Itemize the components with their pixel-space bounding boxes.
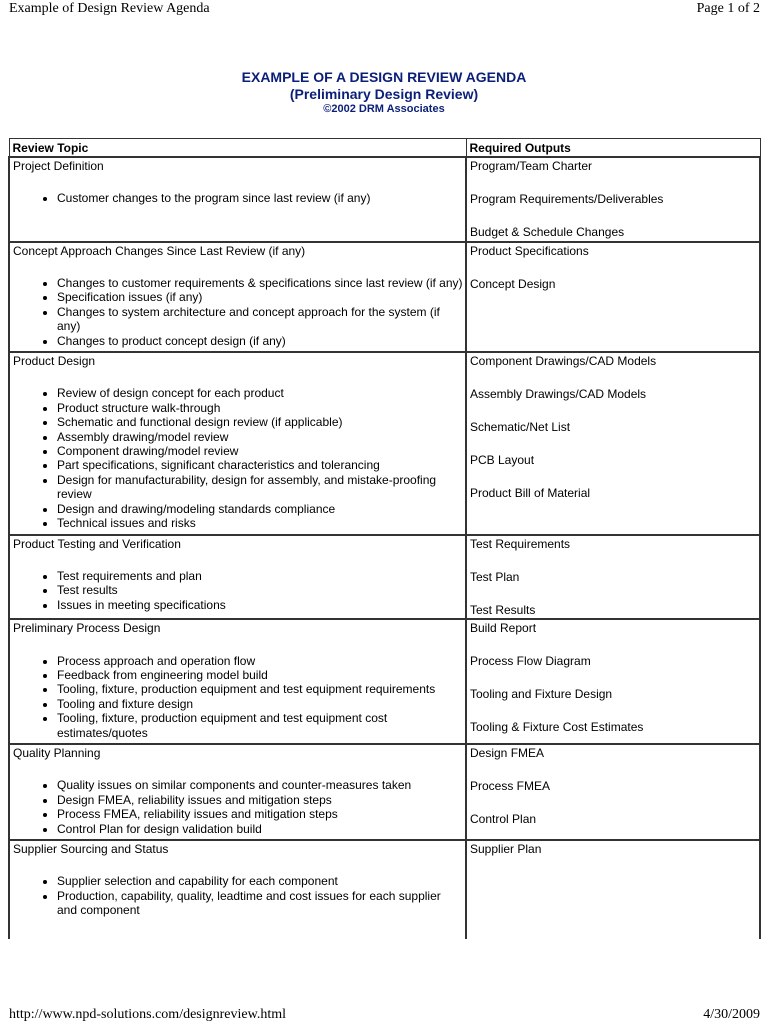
list-item: • Schematic and functional design review (if applicable) (57, 415, 463, 429)
review-topic-cell (9, 840, 466, 939)
required-output: Test Plan (470, 569, 520, 584)
required-outputs-cell (466, 157, 760, 242)
list-item: • Design FMEA, reliability issues and mitigation steps (57, 793, 463, 807)
required-output: Process FMEA (470, 779, 551, 794)
list-item: • Process approach and operation flow (57, 654, 463, 668)
topic-item-list (13, 191, 463, 205)
required-output: Control Plan (470, 812, 537, 827)
required-output: Product Bill of Material (470, 486, 591, 501)
review-topic-cell (9, 535, 466, 620)
required-output: Assembly Drawings/CAD Models (470, 387, 647, 402)
review-topic: Preliminary Process Design (13, 621, 161, 636)
list-item: • Component drawing/model review (57, 444, 463, 458)
list-item: • Tooling, fixture, production equipment and test equipment cost estimates/quotes (57, 711, 463, 740)
review-topic: Product Testing and Verification (13, 536, 181, 551)
topic-item-list (13, 778, 463, 836)
print-header-title: Example of Design Review Agenda (9, 1, 210, 16)
list-item: • Customer changes to the program since last review (if any) (57, 191, 463, 205)
footer-url: http://www.npd-solutions.com/designreview.html (9, 1007, 286, 1022)
document-heading (0, 69, 768, 116)
required-outputs-cell (466, 619, 760, 744)
topic-item-list (13, 654, 463, 740)
review-topic: Supplier Sourcing and Status (13, 841, 169, 856)
required-output: Budget & Schedule Changes (470, 225, 625, 240)
required-outputs-cell (466, 840, 760, 939)
list-item: • Production, capability, quality, leadtime and cost issues for each supplier and component (57, 889, 463, 918)
list-item: • Tooling and fixture design (57, 697, 463, 711)
list-item: • Supplier selection and capability for each component (57, 874, 463, 888)
table-row (9, 157, 760, 242)
list-item: • Issues in meeting specifications (57, 598, 463, 612)
review-topic: Quality Planning (13, 745, 101, 760)
required-outputs-cell (466, 744, 760, 840)
review-topic-cell (9, 744, 466, 840)
review-topic-cell (9, 157, 466, 242)
required-output: Concept Design (470, 276, 556, 291)
required-output: PCB Layout (470, 453, 535, 468)
required-output: Tooling & Fixture Cost Estimates (470, 720, 644, 735)
required-output: Program Requirements/Deliverables (470, 192, 664, 207)
list-item: • Product structure walk-through (57, 401, 463, 415)
required-output: Test Requirements (470, 536, 571, 551)
review-topic-cell (9, 352, 466, 534)
review-topic: Product Design (13, 354, 96, 369)
agenda-table (8, 138, 761, 939)
list-item: • Assembly drawing/model review (57, 430, 463, 444)
list-item: • Process FMEA, reliability issues and mitigation steps (57, 807, 463, 821)
required-outputs-cell (466, 242, 760, 352)
review-topic: Project Definition (13, 159, 104, 173)
required-output: Test Results (470, 602, 536, 617)
required-output: Component Drawings/CAD Models (470, 354, 657, 369)
table-row (9, 744, 760, 840)
list-item: • Quality issues on similar components and counter-measures taken (57, 778, 463, 792)
required-output: Schematic/Net List (470, 420, 571, 435)
required-output: Program/Team Charter (470, 159, 593, 173)
table-header-row (9, 139, 760, 158)
column-header-required-outputs: Required Outputs (466, 139, 760, 158)
copyright-notice: ©2002 DRM Associates (323, 103, 445, 115)
review-topic-cell (9, 242, 466, 352)
list-item: • Design and drawing/modeling standards compliance (57, 502, 463, 516)
required-output: Tooling and Fixture Design (470, 687, 613, 702)
list-item: • Test results (57, 583, 463, 597)
table-row (9, 352, 760, 534)
list-item: • Design for manufacturability, design for assembly, and mistake-proofing review (57, 473, 463, 502)
required-outputs-cell (466, 352, 760, 534)
list-item: • Part specifications, significant characteristics and tolerancing (57, 458, 463, 472)
column-header-review-topic: Review Topic (9, 139, 466, 158)
list-item: • Technical issues and risks (57, 516, 463, 530)
page-title: EXAMPLE OF A DESIGN REVIEW AGENDA (241, 69, 527, 85)
list-item: • Specification issues (if any) (57, 290, 463, 304)
required-output: Design FMEA (470, 745, 545, 760)
list-item: • Control Plan for design validation build (57, 822, 463, 836)
list-item: • Changes to system architecture and concept approach for the system (if any) (57, 305, 463, 334)
list-item: • Review of design concept for each product (57, 386, 463, 400)
list-item: • Changes to product concept design (if any) (57, 334, 463, 348)
footer-date: 4/30/2009 (703, 1007, 760, 1022)
review-topic: Concept Approach Changes Since Last Review (if any) (13, 243, 306, 258)
table-row (9, 619, 760, 744)
list-item: • Changes to customer requirements & specifications since last review (if any) (57, 276, 463, 290)
review-topic-cell (9, 619, 466, 744)
table-row (9, 242, 760, 352)
topic-item-list (13, 569, 463, 612)
required-outputs-cell (466, 535, 760, 620)
list-item: • Feedback from engineering model build (57, 668, 463, 682)
required-output: Build Report (470, 621, 537, 636)
required-output: Process Flow Diagram (470, 654, 591, 669)
table-row (9, 840, 760, 939)
topic-item-list (13, 386, 463, 530)
required-output: Supplier Plan (470, 841, 542, 856)
list-item: • Test requirements and plan (57, 569, 463, 583)
page-number: Page 1 of 2 (696, 1, 760, 16)
required-output: Product Specifications (470, 243, 589, 258)
topic-item-list (13, 276, 463, 348)
list-item: • Tooling, fixture, production equipment and test equipment requirements (57, 682, 463, 696)
print-header (0, 0, 768, 22)
table-row (9, 535, 760, 620)
agenda-table-body (9, 157, 760, 939)
topic-item-list (13, 874, 463, 917)
page-subtitle: (Preliminary Design Review) (289, 86, 479, 102)
